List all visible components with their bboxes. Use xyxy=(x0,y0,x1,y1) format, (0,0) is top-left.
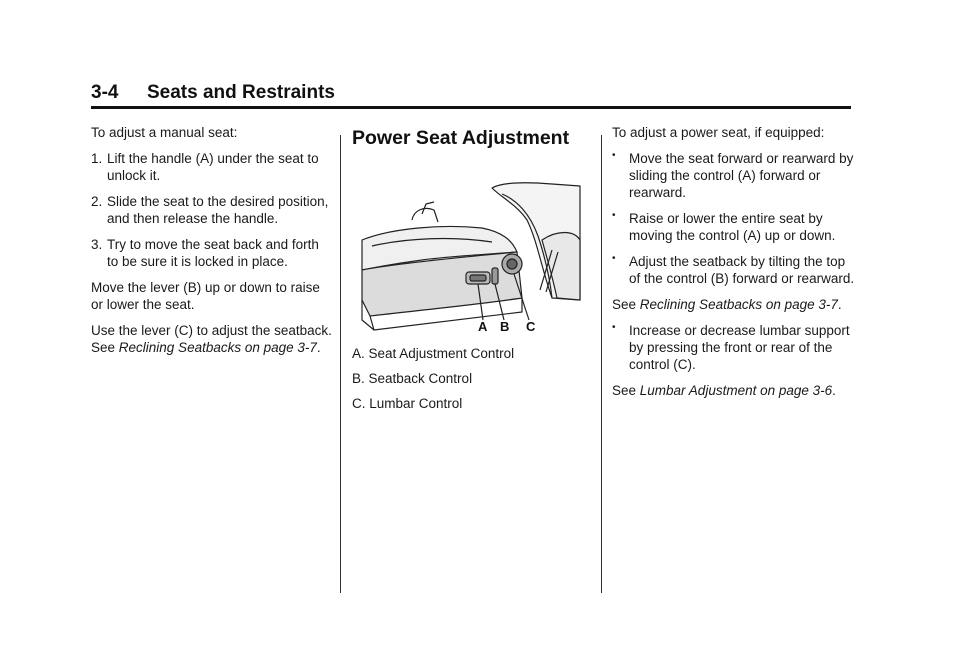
bullet-text: Raise or lower the entire seat by moving the control (A) up or down. xyxy=(629,211,836,243)
legend-item: B. Seatback Control xyxy=(352,371,473,386)
see-text: See xyxy=(612,297,640,312)
bullet-text: Move the seat forward or rearward by sliding the control (A) forward or rearward. xyxy=(629,151,854,200)
bullet-item xyxy=(612,253,858,287)
manual-seat-intro: To adjust a manual seat: xyxy=(91,125,238,140)
see-reference xyxy=(612,382,858,399)
section-number: 3-4 xyxy=(91,82,119,103)
figure-label-a: A xyxy=(478,319,488,334)
period: . xyxy=(837,297,842,312)
step-number: 1. xyxy=(91,151,103,166)
bullet-item xyxy=(612,322,858,373)
column-divider-left xyxy=(340,135,341,593)
lever-c-text: Use the lever (C) to adjust the seatback. See xyxy=(91,323,332,355)
bullet-item xyxy=(612,150,858,201)
see-text: See xyxy=(612,383,640,398)
step-item xyxy=(91,150,333,184)
seat-controls-drawing xyxy=(352,180,582,335)
bullet-text: Adjust the seatback by tilting the top of the control (B) forward or rearward. xyxy=(629,254,855,286)
bullet-icon: • xyxy=(612,322,616,333)
column-power-seat xyxy=(352,124,592,420)
step-item xyxy=(91,193,333,227)
step-text: Try to move the seat back and forth to be sure it is locked in place. xyxy=(107,237,319,269)
legend-item: C. Lumbar Control xyxy=(352,396,463,411)
reclining-seatbacks-link[interactable]: Reclining Seatbacks on page 3-7 xyxy=(118,340,317,355)
section-title: Seats and Restraints xyxy=(147,82,335,103)
bullet-text: Increase or decrease lumbar support by pressing the front or rear of the control (C). xyxy=(629,323,850,372)
figure-legend xyxy=(352,345,592,412)
legend-item: A. Seat Adjustment Control xyxy=(352,346,515,361)
step-text: Slide the seat to the desired position, and then release the handle. xyxy=(107,194,329,226)
lever-c-paragraph xyxy=(91,322,333,356)
reclining-seatbacks-link[interactable]: Reclining Seatbacks on page 3-7 xyxy=(639,297,838,312)
step-number: 2. xyxy=(91,194,103,209)
power-seat-illustration xyxy=(352,180,582,335)
period: . xyxy=(316,340,321,355)
bullet-icon: • xyxy=(612,210,616,221)
step-number: 3. xyxy=(91,237,103,252)
page-header xyxy=(91,80,851,106)
column-manual-seat xyxy=(91,124,333,365)
step-text: Lift the handle (A) under the seat to unlock it. xyxy=(107,151,319,183)
bullet-icon: • xyxy=(612,253,616,264)
step-item xyxy=(91,236,333,270)
lumbar-adjustment-link[interactable]: Lumbar Adjustment on page 3-6 xyxy=(639,383,833,398)
power-seat-heading: Power Seat Adjustment xyxy=(352,127,570,149)
header-rule xyxy=(91,106,851,109)
column-divider-right xyxy=(601,135,602,593)
lever-b-paragraph: Move the lever (B) up or down to raise or lower the seat. xyxy=(91,280,320,312)
bullet-icon: • xyxy=(612,150,616,161)
figure-label-c: C xyxy=(526,319,536,334)
figure-label-b: B xyxy=(500,319,510,334)
column-power-seat-instructions xyxy=(612,124,858,408)
see-reference xyxy=(612,296,858,313)
power-seat-intro: To adjust a power seat, if equipped: xyxy=(612,125,825,140)
bullet-item xyxy=(612,210,858,244)
period: . xyxy=(832,383,836,398)
